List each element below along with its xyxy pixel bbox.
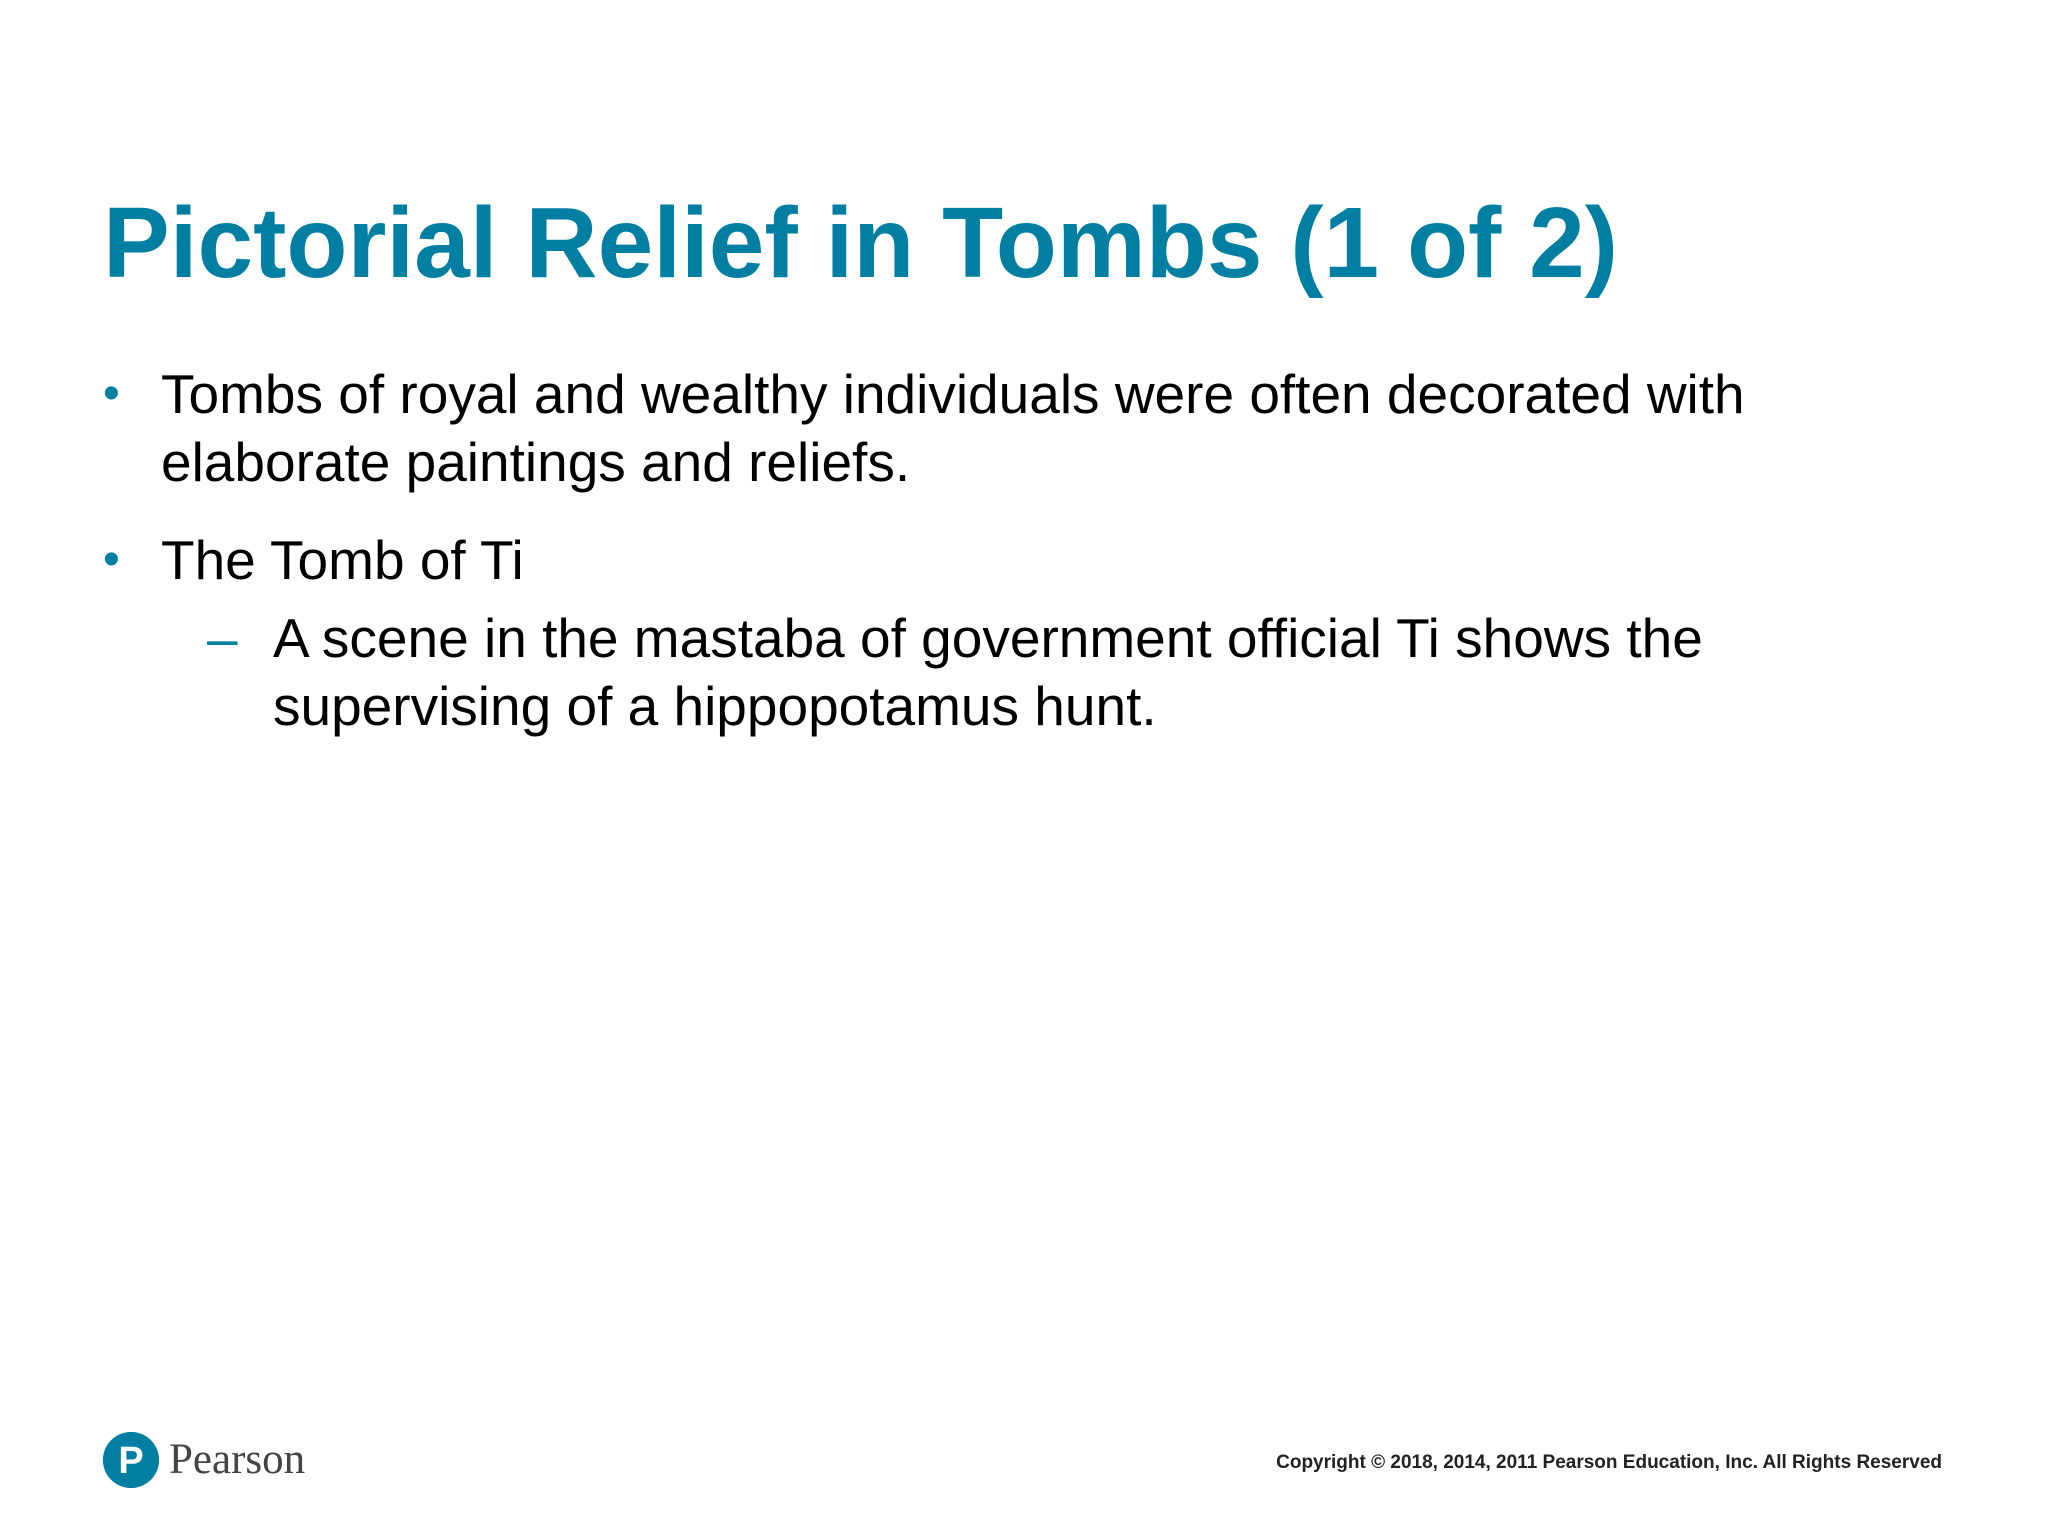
pearson-logo: [103, 1426, 305, 1494]
copyright-notice: Copyright © 2018, 2014, 2011 Pearson Education, Inc. All Rights Reserved: [1276, 1452, 1942, 1473]
bullet-marker: •: [103, 367, 120, 420]
svg-text:P: P: [118, 1440, 144, 1482]
logo-wordmark: Pearson: [169, 1436, 306, 1483]
bullet-marker: •: [103, 533, 120, 586]
bullet-text: Tombs of royal and wealthy individuals were often decorated with elaborate paintings and reliefs.: [161, 363, 1745, 493]
slide-title: Pictorial Relief in Tombs (1 of 2): [103, 187, 1619, 299]
bullet-item: [103, 360, 1953, 496]
sub-bullet-item: [161, 604, 1953, 740]
sub-bullet-marker: –: [207, 607, 238, 669]
pearson-p-logo-icon: [103, 1432, 159, 1488]
bullet-text: The Tomb of Ti: [161, 529, 524, 591]
sub-bullet-text: A scene in the mastaba of government official Ti shows the supervising of a hippopotamus hunt.: [273, 607, 1703, 737]
sub-bullet-list: [161, 604, 1953, 740]
bullet-item: [103, 526, 1953, 740]
bullet-list: [103, 360, 1953, 770]
